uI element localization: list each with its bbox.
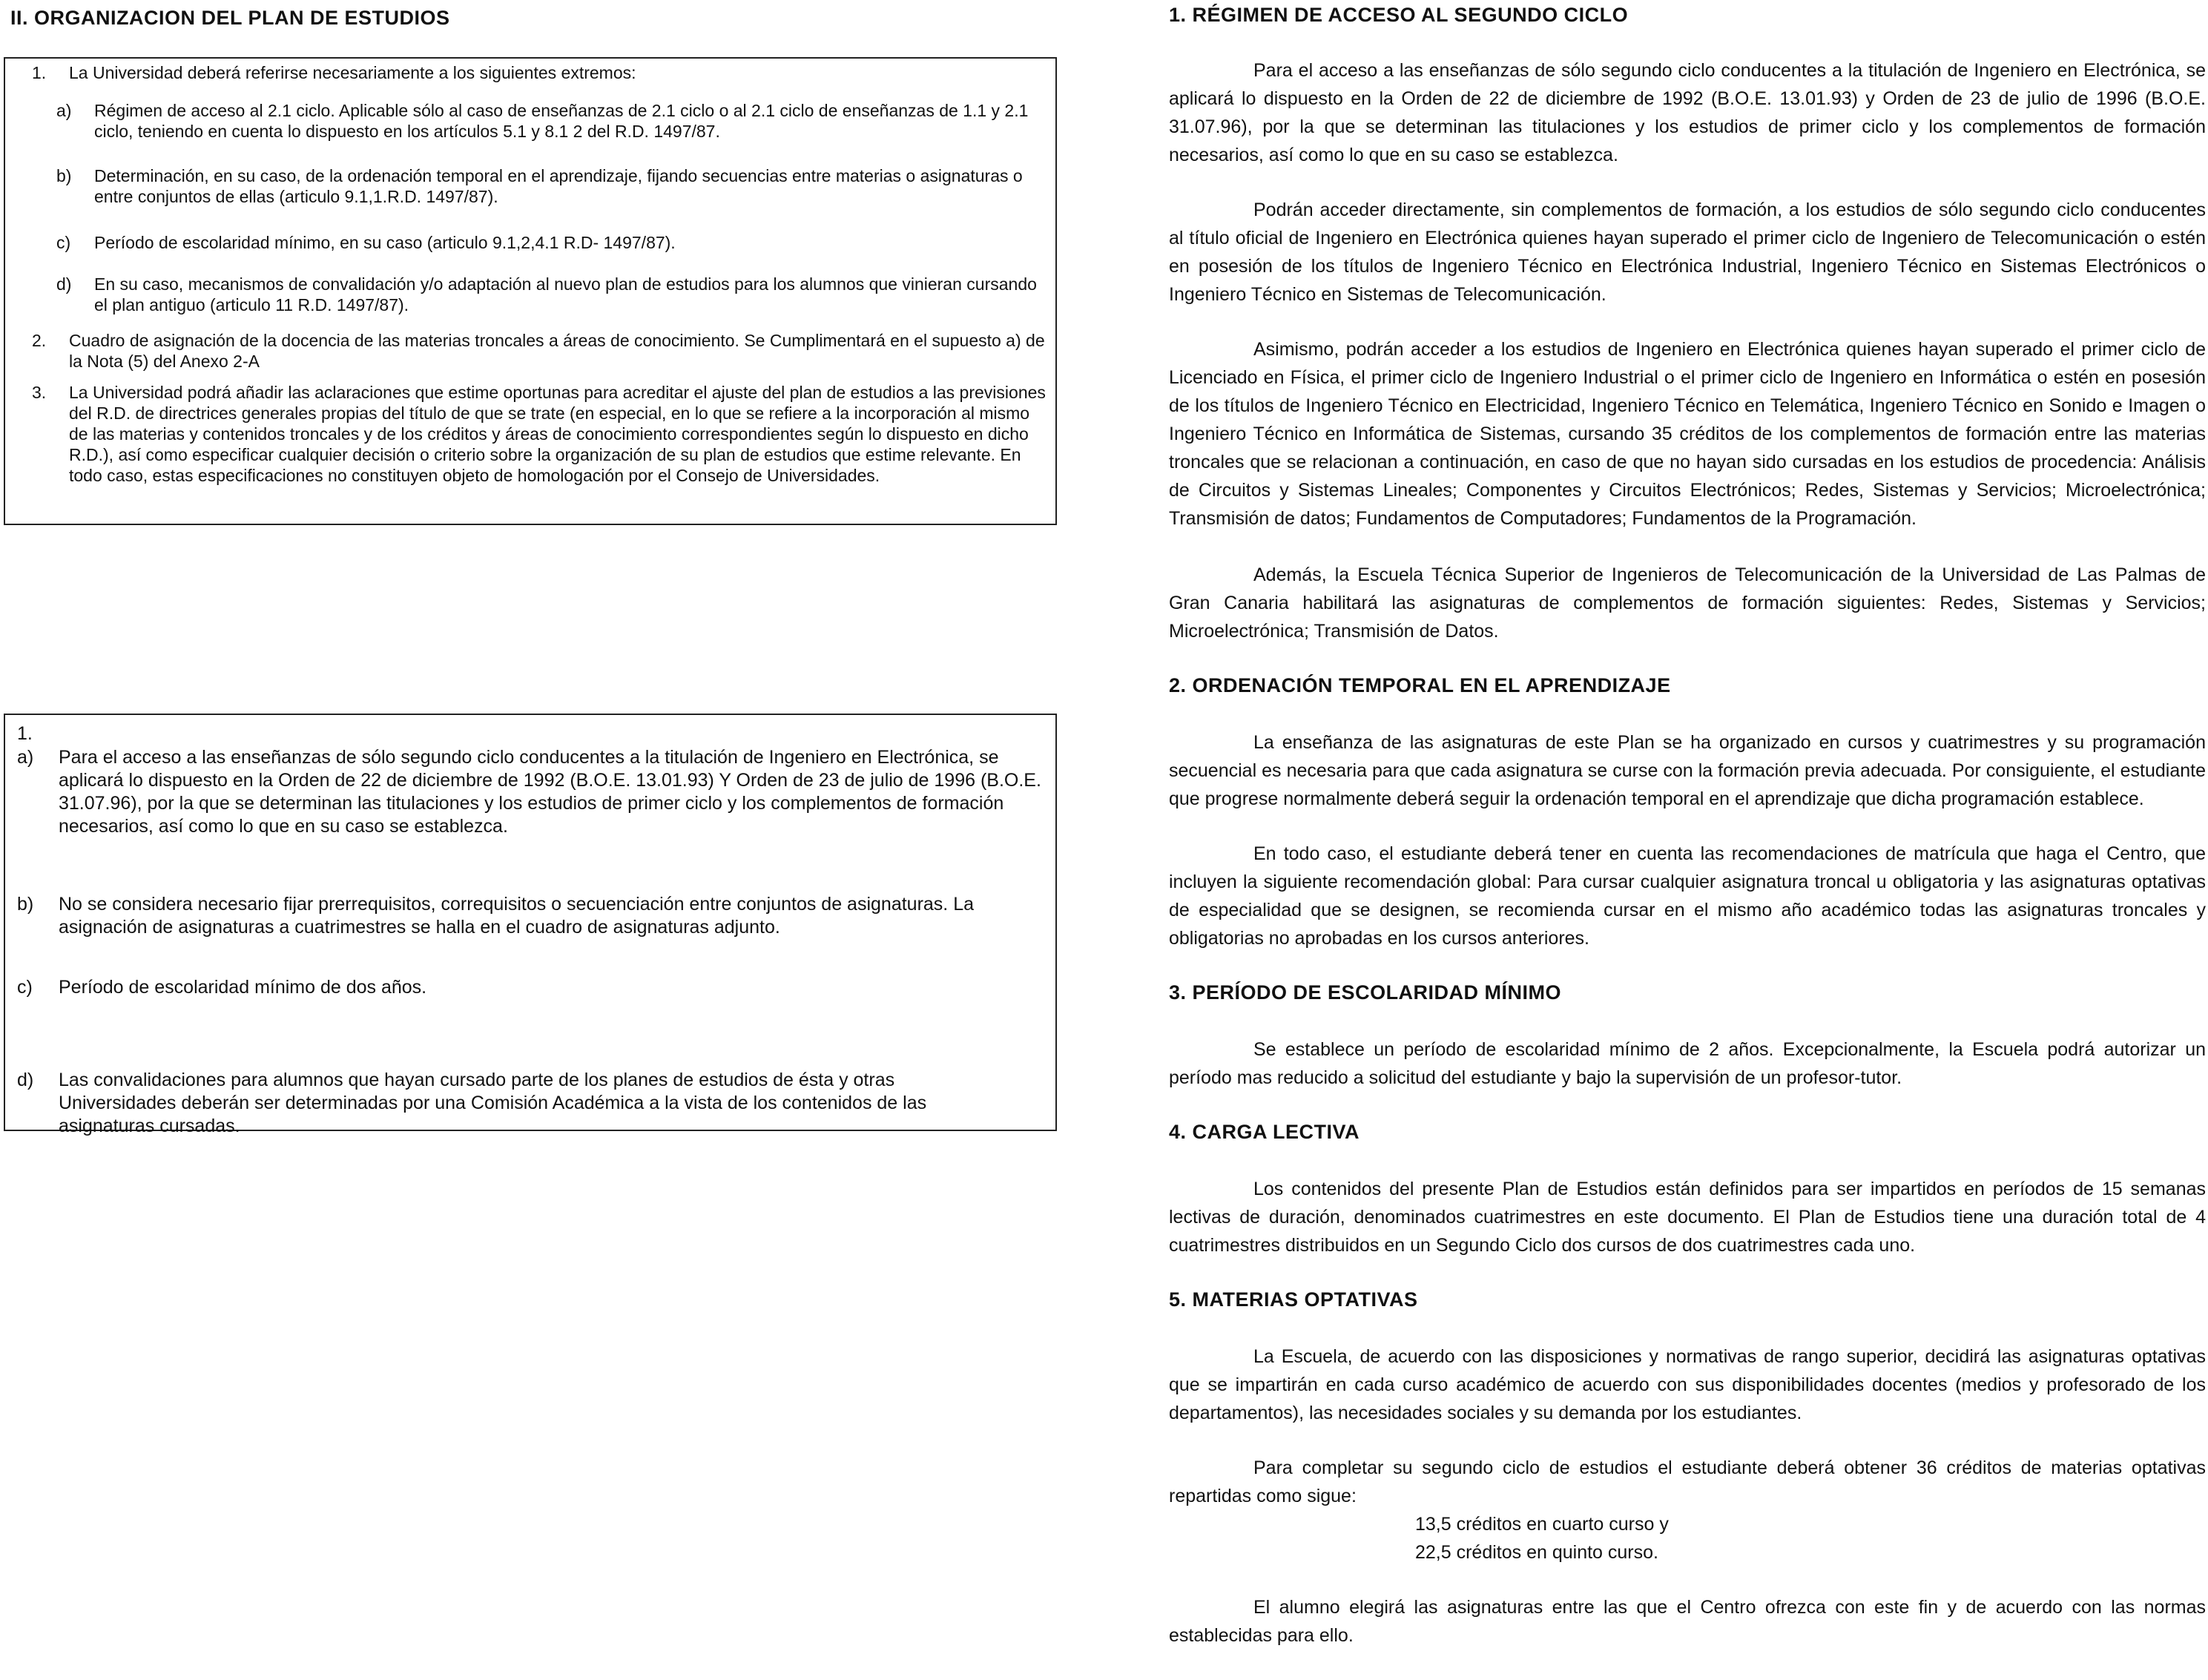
item-letter: c) [56,233,71,252]
item-text: Cuadro de asignación de la docencia de las materias troncales a áreas de conocimiento. Se Cumplimentará en el supuesto a) de la Nota (5) del Anexo 2-A [69,331,1045,371]
paragraph: Asimismo, podrán acceder a los estudios de Ingeniero en Electrónica quienes hayan superado el primer ciclo de Licenciado en Física, el primer ciclo de Ingeniero Industrial o el primer ciclo de Ingeniero en Informática o estén en posesión de los títulos de Ingeniero Técnico en Electricidad, Ingeniero Técnico en Telemática, Ingeniero Técnico en Sonido e Imagen o Ingeniero Técnico en Informática de Sistemas, cursando 35 créditos de los complementos de formación entre las materias troncales que se relacionan a continuación, en caso de que no hayan sido cursadas en los estudios de procedencia: Análisis de Circuitos y Sistemas Lineales; Componentes y Circuitos Electrónicos; Redes, Sistemas y Servicios; Microelectrónica; Transmisión de datos; Fundamentos de Computadores; Fundamentos de la Programación. [1169,339,2206,529]
heading-ordenacion: 2. ORDENACIÓN TEMPORAL EN EL APRENDIZAJE [1169,674,1671,696]
item-number: 3. [32,383,47,402]
item-text: Régimen de acceso al 2.1 ciclo. Aplicable sólo al caso de enseñanzas de 2.1 ciclo o al 2.1 ciclo de enseñanzas de 1.1 y 2.1 ciclo, teniendo en cuenta lo dispuesto en los artículos 5.1 y 8.1 2 del R.D. 1497/87. [94,101,1029,141]
heading-materias-optativas: 5. MATERIAS OPTATIVAS [1169,1288,1418,1311]
instructions-box [4,57,1057,525]
heading-carga-lectiva: 4. CARGA LECTIVA [1169,1121,1360,1143]
paragraph: Para completar su segundo ciclo de estudios el estudiante deberá obtener 36 créditos de materias optativas repartidas como sigue: [1169,1457,2206,1506]
paragraph: La Escuela, de acuerdo con las disposiciones y normativas de rango superior, decidirá las asignaturas optativas que se impartirán en cada curso académico de acuerdo con sus disponibilidades docentes (medios y profesorado de los departamentos), las necesidades sociales y su demanda por los estudiantes. [1169,1346,2206,1423]
section-title: II. ORGANIZACION DEL PLAN DE ESTUDIOS [10,7,450,29]
credit-line: 22,5 créditos en quinto curso. [1415,1542,1658,1563]
item-text: La Universidad deberá referirse necesariamente a los siguientes extremos: [69,63,636,82]
paragraph: La enseñanza de las asignaturas de este Plan se ha organizado en cursos y cuatrimestres y su programación secuencial es necesaria para que cada asignatura se curse con la formación previa adecuada. Por consiguiente, el estudiante que progrese normalmente deberá seguir la ordenación temporal en el aprendizaje que dicha programación establece. [1169,732,2206,809]
item-letter: b) [56,166,72,185]
item-letter: d) [17,1070,34,1090]
item-text: Período de escolaridad mínimo, en su caso (articulo 9.1,2,4.1 R.D- 1497/87). [94,233,676,252]
item-letter: a) [56,101,72,120]
item-letter: a) [17,747,34,768]
paragraph: El alumno elegirá las asignaturas entre las que el Centro ofrezca con este fin y de acuerdo con las normas establecidas para ello. [1169,1597,2206,1646]
paragraph: Para el acceso a las enseñanzas de sólo segundo ciclo conducentes a la titulación de Ingeniero en Electrónica, se aplicará lo dispuesto en la Orden de 22 de diciembre de 1992 (B.O.E. 13.01.93) y Orden de 23 de julio de 1996 (B.O.E. 31.07.96), por la que se determinan las titulaciones y los estudios de primer ciclo y los complementos de formación necesarios, así como lo que en su caso se establezca. [1169,60,2206,165]
paragraph: Además, la Escuela Técnica Superior de Ingenieros de Telecomunicación de la Universidad de Las Palmas de Gran Canaria habilitará las asignaturas de complementos de formación siguientes: Redes, Sistemas y Servicios; Microelectrónica; Transmisión de Datos. [1169,564,2206,642]
item-text: No se considera necesario fijar prerrequisitos, correquisitos o secuenciación entre conjuntos de asignaturas. La asignación de asignaturas a cuatrimestres se halla en el cuadro de asignaturas adjunto. [59,894,975,938]
item-text: Las convalidaciones para alumnos que hayan cursado parte de los planes de estudios de ésta y otras Universidades deberán ser determinadas por una Comisión Académica a la vista de los contenidos de las asignaturas cursadas. [59,1070,927,1136]
credit-line: 13,5 créditos en cuarto curso y [1415,1514,1669,1535]
item-letter: d) [56,274,72,294]
answer-box [4,714,1057,1136]
item-text: Para el acceso a las enseñanzas de sólo segundo ciclo conducentes a la titulación de Ingeniero en Electrónica, se aplicará lo dispuesto en la Orden de 22 de diciembre de 1992 (B.O.E. 13.01.93) Y Orden de 23 de julio de 1996 (B.O.E. 31.07.96), por la que se determinan las titulaciones y los estudios de primer ciclo y los complementos de formación necesarios, así como lo que en su caso se establezca. [59,747,1041,837]
heading-periodo: 3. PERÍODO DE ESCOLARIDAD MÍNIMO [1169,981,1562,1004]
item-number: 1. [17,723,33,744]
item-letter: b) [17,894,34,915]
item-text: La Universidad podrá añadir las aclaraciones que estime oportunas para acreditar el ajuste del plan de estudios a las previsiones del R.D. de directrices generales propias del título de que se trate (en especial, en lo que se refiere a la incorporación al mismo de las materias y contenidos troncales y de los créditos y áreas de conocimiento correspondientes según lo dispuesto en dicho R.D.), así como especificar cualquier decisión o criterio sobre la organización de su plan de estudios que estime relevante. En todo caso, estas especificaciones no constituyen objeto de homologación por el Consejo de Universidades. [69,383,1046,485]
item-text: Período de escolaridad mínimo de dos años. [59,977,427,998]
item-text: En su caso, mecanismos de convalidación y/o adaptación al nuevo plan de estudios para los alumnos que vinieran cursando el plan antiguo (articulo 11 R.D. 1497/87). [94,274,1037,314]
paragraph: En todo caso, el estudiante deberá tener en cuenta las recomendaciones de matrícula que haga el Centro, que incluyen la siguiente recomendación global: Para cursar cualquier asignatura troncal u obligatoria y las asignaturas optativas de especialidad que se designen, se recomienda cursar en el mismo año académico todas las asignaturas troncales y obligatorias no aprobadas en los cursos anteriores. [1169,843,2206,949]
paragraph: Se establece un período de escolaridad mínimo de 2 años. Excepcionalmente, la Escuela podrá autorizar un período mas reducido a solicitud del estudiante y bajo la supervisión de un profesor-tutor. [1169,1039,2206,1088]
item-number: 2. [32,331,47,350]
item-number: 1. [32,63,47,82]
paragraph: Los contenidos del presente Plan de Estudios están definidos para ser impartidos en períodos de 15 semanas lectivas de duración, denominados cuatrimestres en este documento. El Plan de Estudios tiene una duración total de 4 cuatrimestres distribuidos en un Segundo Ciclo dos cursos de dos cuatrimestres cada uno. [1169,1179,2206,1256]
heading-regimen-acceso: 1. RÉGIMEN DE ACCESO AL SEGUNDO CICLO [1169,4,1629,26]
item-text: Determinación, en su caso, de la ordenación temporal en el aprendizaje, fijando secuencias entre materias o asignaturas o entre conjuntos de ellas (articulo 9.1,1.R.D. 1497/87). [94,166,1023,206]
item-letter: c) [17,977,33,998]
paragraph: Podrán acceder directamente, sin complementos de formación, a los estudios de sólo segundo ciclo conducentes al título oficial de Ingeniero en Electrónica quienes hayan superado el primer ciclo de Ingeniero de Telecomunicación o estén en posesión de los títulos de Ingeniero Técnico en Electrónica Industrial, Ingeniero Técnico en Sistemas Electrónicos o Ingeniero Técnico en Sistemas de Telecomunicación. [1169,200,2206,305]
